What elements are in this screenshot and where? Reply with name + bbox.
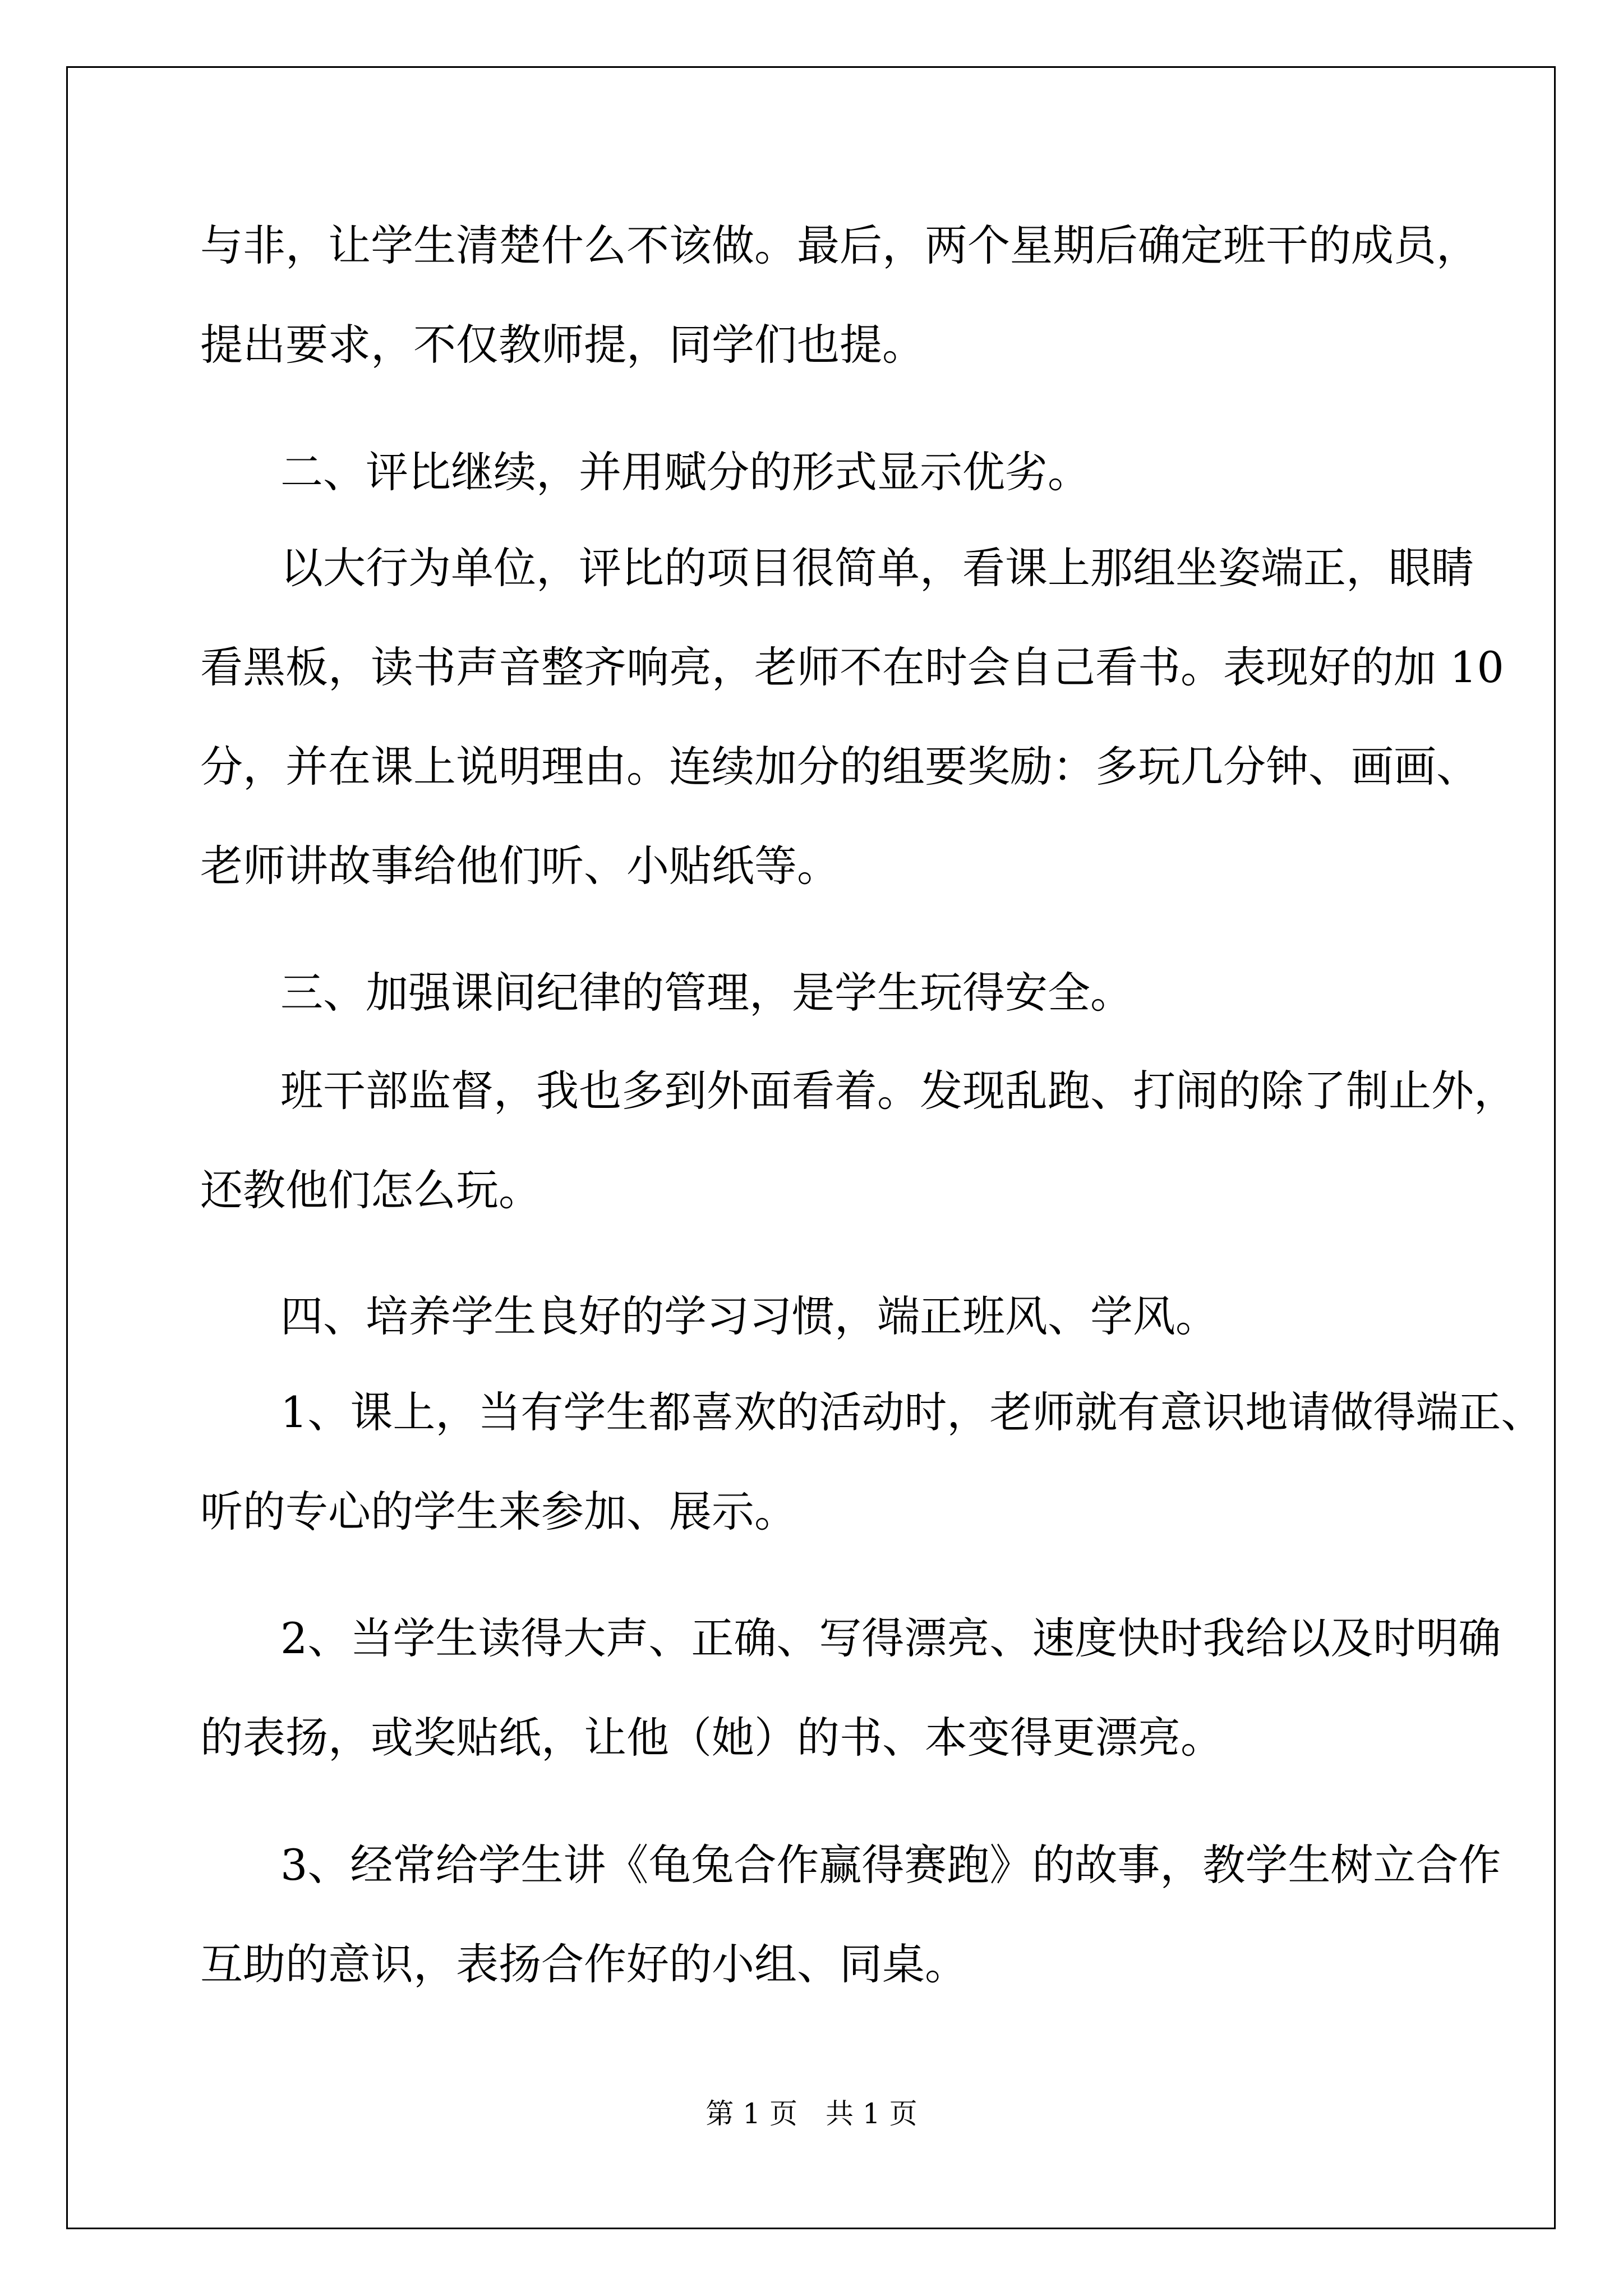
text-line: 以大行为单位，评比的项目很简单，看课上那组坐姿端正，眼睛 xyxy=(280,543,1474,593)
text-line: 听的专心的学生来参加、展示。 xyxy=(200,1487,797,1536)
section-heading: 二、评比继续，并用赋分的形式显示优劣。 xyxy=(280,447,1090,497)
text-line: 分，并在课上说明理由。连续加分的组要奖励：多玩几分钟、画画、 xyxy=(200,742,1479,792)
text-line: 的表扬，或奖贴纸，让他（她）的书、本变得更漂亮。 xyxy=(200,1713,1223,1763)
text-line: 1、课上，当有学生都喜欢的活动时，老师就有意识地请做得端正、 xyxy=(280,1387,1544,1437)
text-line: 3、经常给学生讲《龟兔合作赢得赛跑》的故事，教学生树立合作 xyxy=(280,1840,1501,1890)
text-line: 看黑板，读书声音整齐响亮，老师不在时会自己看书。表现好的加 10 xyxy=(200,642,1504,692)
text-line: 提出要求，不仅教师提，同学们也提。 xyxy=(200,320,925,370)
text-line: 与非，让学生清楚什么不该做。最后，两个星期后确定班干的成员， xyxy=(200,220,1479,270)
text-line: 互助的意识，表扬合作好的小组、同桌。 xyxy=(200,1939,967,1989)
section-heading: 三、加强课间纪律的管理，是学生玩得安全。 xyxy=(280,968,1133,1018)
section-heading: 四、培养学生良好的学习习惯，端正班风、学风。 xyxy=(280,1291,1218,1341)
text-line: 还教他们怎么玩。 xyxy=(200,1165,541,1215)
text-line: 班干部监督，我也多到外面看着。发现乱跑、打闹的除了制止外， xyxy=(280,1066,1516,1116)
text-line: 老师讲故事给他们听、小贴纸等。 xyxy=(200,841,840,891)
page-border xyxy=(66,66,1556,2229)
page-number-footer: 第 1 页 共 1 页 xyxy=(706,2097,917,2130)
text-line: 2、当学生读得大声、正确、写得漂亮、速度快时我给以及时明确 xyxy=(280,1613,1501,1663)
